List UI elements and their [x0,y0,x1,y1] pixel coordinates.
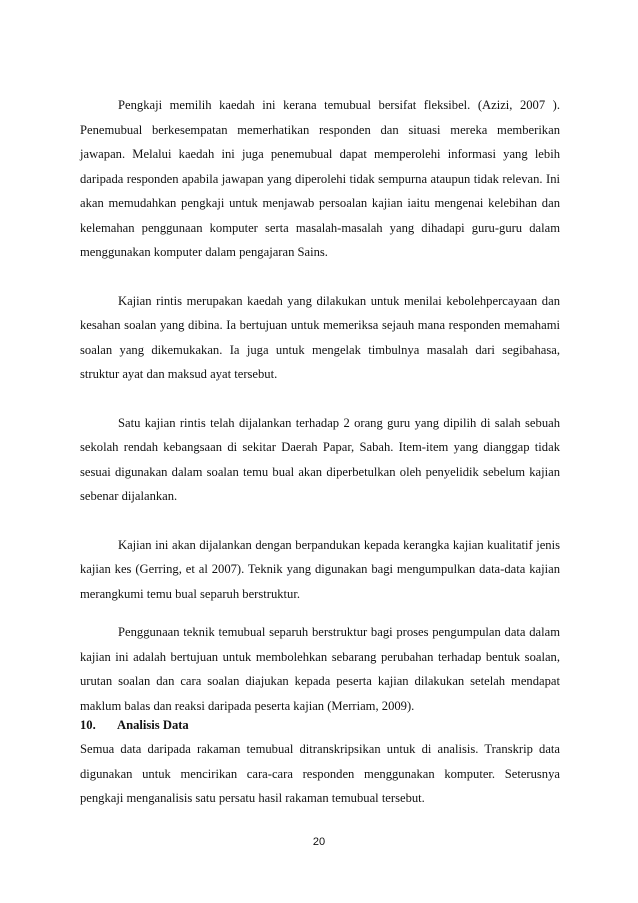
section-title: Analisis Data [117,718,189,732]
paragraph-temubual-method: Pengkaji memilih kaedah ini kerana temubual bersifat fleksibel. (Azizi, 2007 ). Penemubual berkesempatan memerhatikan responden dan situasi mereka memberikan jawapan. Melalui kaedah ini juga penemubual dapat memperolehi informasi yang lebih daripada responden apabila jawapan yang diperolehi tidak sempurna ataupun tidak relevan. Ini akan memudahkan pengkaji untuk menjawab persoalan kajian iaitu mengenai kelebihan dan kelemahan penggunaan komputer serta masalah-masalah yang dihadapi guru-guru dalam menggunakan komputer dalam pengajaran Sains. [80,98,560,259]
document-body [80,93,560,718]
paragraph-kajian-rintis-conducted: Satu kajian rintis telah dijalankan terhadap 2 orang guru yang dipilih di salah sebuah sekolah rendah kebangsaan di sekitar Daerah Papar, Sabah. Item-item yang dianggap tidak sesuai digunakan dalam soalan temu bual akan diperbetulkan oleh penyelidik sebelum kajian sebenar dijalankan. [80,415,560,503]
paragraph-kajian-rintis-definition: Kajian rintis merupakan kaedah yang dilakukan untuk menilai kebolehpercayaan dan kesahan soalan yang dibina. Ia bertujuan untuk memeriksa sejauh mana responden memahami soalan yang dikemukakan. Ia juga untuk mengelak timbulnya masalah dari segibahasa, struktur ayat dan maksud ayat tersebut. [80,293,560,381]
page-number: 20 [312,836,326,848]
paragraph-analisis-data: Semua data daripada rakaman temubual ditranskripsikan untuk di analisis. Transkrip data digunakan untuk mencirikan cara-cara responden menggunakan komputer. Seterusnya pengkaji menganalisis satu persatu hasil rakaman temubual tersebut. [80,742,560,805]
paragraph-research-framework: Kajian ini akan dijalankan dengan berpandukan kepada kerangka kajian kualitatif jenis kajian kes (Gerring, et al 2007). Teknik yang digunakan bagi mengumpulkan data-data kajian merangkumi temu bual separuh berstruktur. [80,537,560,601]
section-heading [80,713,560,738]
paragraph-semi-structured-interview: Penggunaan teknik temubual separuh berstruktur bagi proses pengumpulan data dalam kajian ini adalah bertujuan untuk membolehkan sebarang perubahan terhadap bentuk soalan, urutan soalan dan cara soalan diajukan kepada peserta kajian dilakukan setelah mendapat maklum balas dan reaksi daripada peserta kajian (Merriam, 2009). [80,625,560,713]
section-number: 10. [80,718,96,732]
